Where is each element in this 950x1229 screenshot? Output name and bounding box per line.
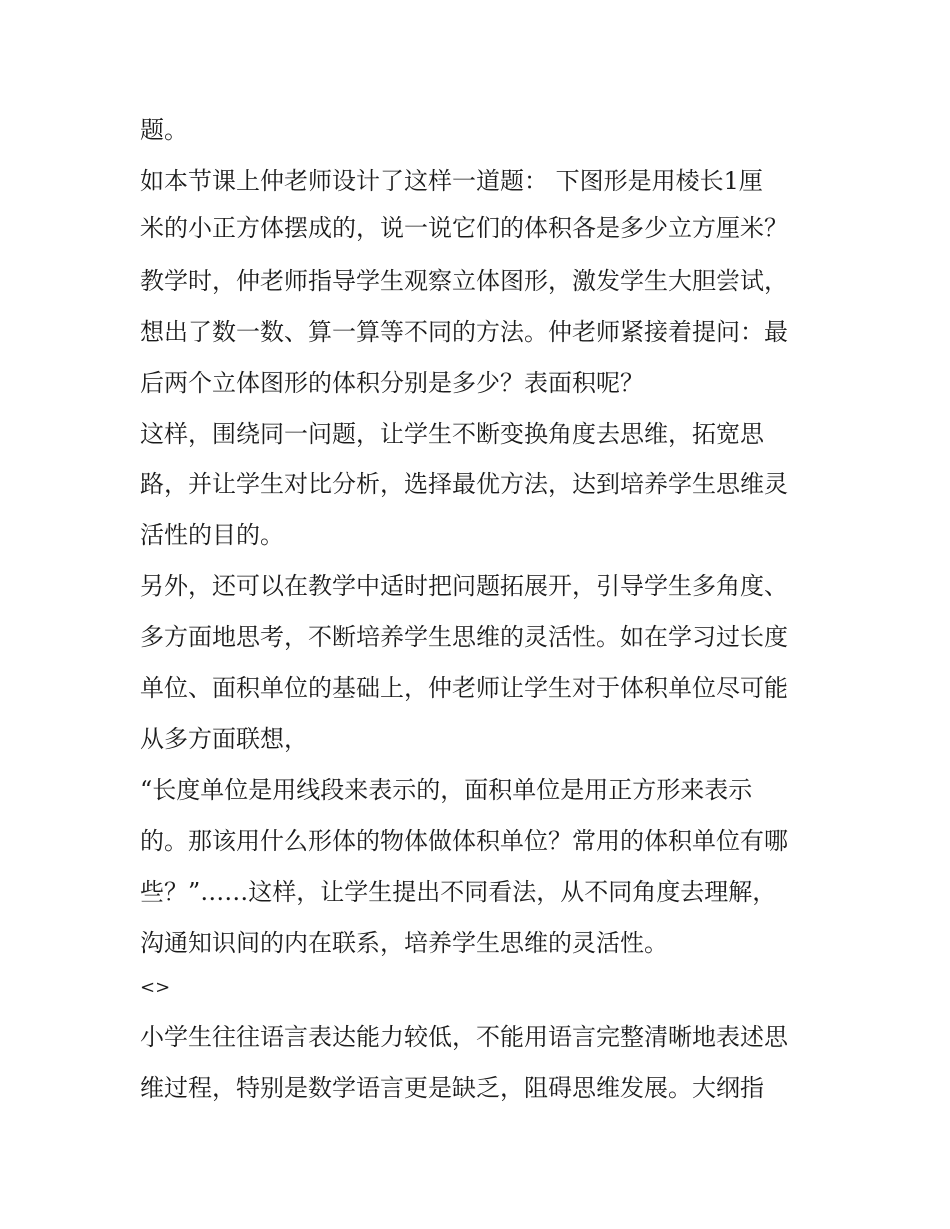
text-line-13: 从多方面联想，: [140, 725, 308, 753]
text-line-10: 另外，还可以在教学中适时把问题拓展开，引导学生多角度、: [140, 572, 788, 600]
text-line-11: 多方面地思考，不断培养学生思维的灵活性。如在学习过长度: [140, 623, 788, 651]
text-line-5: 想出了数一数、算一算等不同的方法。仲老师紧接着提问：最: [140, 318, 788, 346]
text-line-8: 路，并让学生对比分析，选择最优方法，达到培养学生思维灵: [140, 470, 788, 498]
text-line-15: 的。那该用什么形体的物体做体积单位？常用的体积单位有哪: [140, 827, 788, 855]
text-line-4: 教学时，仲老师指导学生观察立体图形，激发学生大胆尝试，: [140, 267, 788, 295]
text-line-6: 后两个立体图形的体积分别是多少？表面积呢？: [140, 369, 644, 397]
text-line-12: 单位、面积单位的基础上，仲老师让学生对于体积单位尽可能: [140, 674, 788, 702]
text-line-2: 如本节课上仲老师设计了这样一道题： 下图形是用棱长1厘: [140, 167, 763, 195]
text-line-17: 沟通知识间的内在联系，培养学生思维的灵活性。: [140, 929, 668, 957]
text-line-14: “长度单位是用线段来表示的，面积单位是用正方形来表示: [140, 776, 753, 804]
text-line-9: 活性的目的。: [140, 521, 284, 549]
text-line-20: 维过程，特别是数学语言更是缺乏，阻碍思维发展。大纲指: [140, 1074, 764, 1102]
text-line-7: 这样，围绕同一问题，让学生不断变换角度去思维，拓宽思: [140, 420, 764, 448]
text-line-1: 题。: [140, 116, 188, 144]
text-line-18: <>: [140, 977, 171, 998]
text-line-19: 小学生往往语言表达能力较低，不能用语言完整清晰地表述思: [140, 1023, 788, 1051]
text-line-16: 些？”……这样，让学生提出不同看法，从不同角度去理解，: [140, 878, 777, 906]
text-line-3: 米的小正方体摆成的，说一说它们的体积各是多少立方厘米？: [140, 214, 788, 242]
